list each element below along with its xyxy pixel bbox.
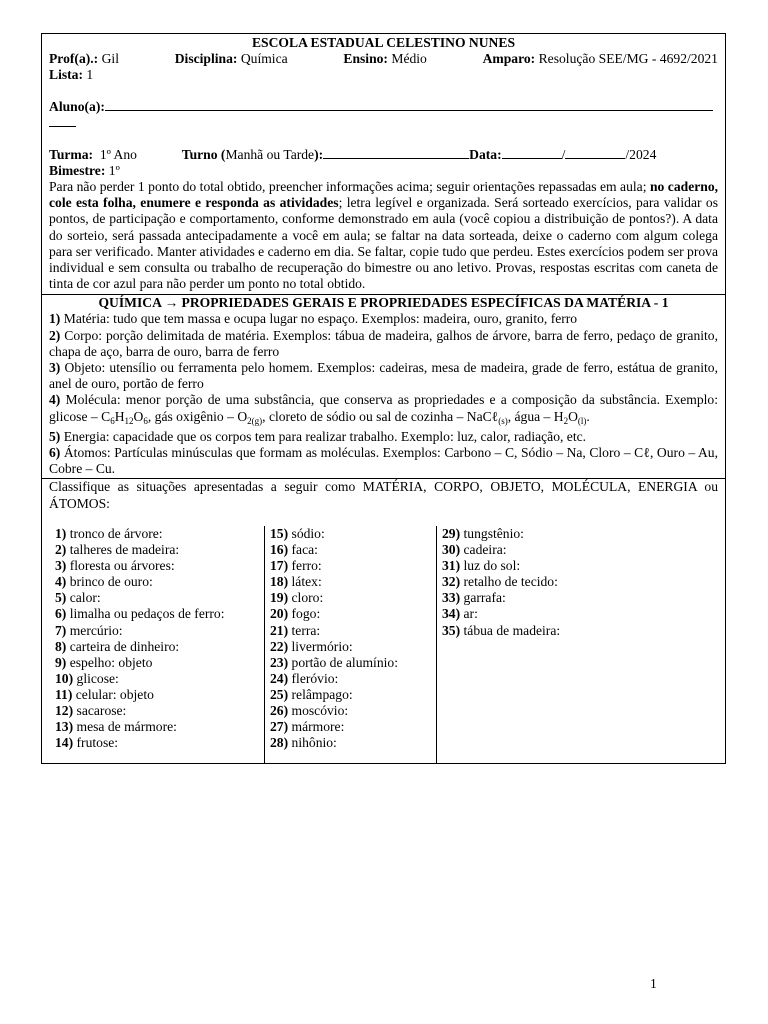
exercise-number: 22) (270, 638, 289, 654)
class-row: Turma: 1º Ano Turno (Manhã ou Tarde): Data: / /2024 (49, 147, 657, 162)
exercise-text: mercúrio: (66, 622, 123, 638)
exercise-number: 15) (270, 526, 289, 541)
exercise-item (270, 719, 435, 735)
exercise-text: garrafa: (460, 590, 506, 606)
shift-blank[interactable] (323, 147, 469, 159)
exercise-text: celular: objeto (72, 686, 154, 702)
exercise-number: 21) (270, 622, 289, 638)
exercise-item (442, 623, 712, 639)
exercise-text: fogo: (288, 606, 321, 622)
definition-item: 3) Objeto: utensílio ou ferramenta pelo homem. Exemplos: cadeiras, mesa de madeira, grade de ferro, estátua de granito, anel de ouro, portão de ferro (49, 360, 719, 392)
spacer (49, 83, 718, 99)
exercise-item (55, 735, 260, 751)
teacher-field: Prof(a).: Gil (49, 51, 119, 66)
exercise-text: mármore: (288, 719, 345, 735)
exercise-item (442, 526, 712, 542)
header-info-row (49, 51, 718, 67)
definition-item: 4) Molécula: menor porção de uma substância, que conserva as propriedades e a composição da substância. Exemplo: glicose – $C_6H_{12}O_6$, gás oxigênio – $O_{2(g)}$, cloreto de sódio ou sal de cozinha – NaCℓ$_{(s)}$, água – $H_2O_{(l)}$. (49, 392, 718, 426)
exercise-number: 23) (270, 654, 289, 670)
exercise-number: 1) (55, 526, 67, 541)
exercise-number: 17) (270, 558, 289, 574)
exercise-text: luz do sol: (460, 558, 521, 574)
exercise-text: sódio: (288, 526, 325, 541)
date-month-blank[interactable] (565, 147, 625, 159)
exercise-item (270, 542, 435, 558)
exercise-item (270, 623, 435, 639)
exercise-text: talheres de madeira: (66, 542, 180, 558)
exercise-number: 34) (442, 606, 461, 622)
exercise-item (55, 542, 260, 558)
exercise-item (55, 590, 260, 606)
exercise-item (270, 735, 435, 751)
exercise-text: frutose: (73, 735, 119, 751)
exercise-item (55, 623, 260, 639)
exercise-text: moscóvio: (288, 703, 349, 719)
exercise-number: 30) (442, 542, 461, 558)
level-field: Ensino: Médio (343, 51, 427, 66)
exercise-item (270, 703, 435, 719)
exercise-number: 5) (55, 590, 67, 606)
exercise-number: 24) (270, 670, 289, 686)
exercise-number: 7) (55, 622, 67, 638)
exercise-column-3 (442, 526, 712, 762)
glucose-formula: $C_6H_{12}O_6$ (101, 408, 148, 426)
exercise-item (270, 526, 435, 542)
exercise-text: tábua de madeira: (460, 622, 561, 638)
column-divider (436, 526, 437, 764)
exercise-item (55, 687, 260, 703)
exercise-item (55, 703, 260, 719)
exercise-text: relâmpago: (288, 686, 353, 702)
exercise-item (270, 590, 435, 606)
page-number: 1 (650, 976, 657, 991)
exercise-number: 27) (270, 719, 289, 735)
exercise-item (55, 574, 260, 590)
exercise-text: nihônio: (288, 735, 337, 751)
student-field-continuation[interactable] (49, 115, 718, 131)
exercise-number: 2) (55, 542, 67, 558)
definition-item: 1) Matéria: tudo que tem massa e ocupa lugar no espaço. Exemplos: madeira, ouro, granito, ferro (49, 311, 578, 327)
exercise-column-1 (55, 526, 260, 762)
exercise-item (442, 590, 712, 606)
exercise-text: cadeira: (460, 542, 507, 558)
exercise-number: 32) (442, 574, 461, 590)
exercise-list (270, 526, 435, 751)
date-day-blank[interactable] (502, 147, 562, 159)
exercise-number: 14) (55, 735, 74, 751)
exercise-number: 31) (442, 558, 461, 574)
exercise-text: tronco de árvore: (66, 526, 163, 541)
exercise-text: látex: (288, 574, 322, 590)
exercise-number: 3) (55, 558, 67, 574)
exercise-item (442, 574, 712, 590)
exercise-item (442, 606, 712, 622)
worksheet-header (42, 34, 725, 292)
spacer (49, 131, 718, 147)
exercise-number: 26) (270, 703, 289, 719)
list-field: Lista: 1 (49, 67, 94, 82)
exercise-number: 35) (442, 622, 461, 638)
exercise-text: tungstênio: (460, 526, 524, 541)
exercise-text: livermório: (288, 638, 353, 654)
exercise-columns (42, 526, 725, 762)
student-name-blank-2[interactable] (49, 115, 76, 127)
exercise-column-2 (270, 526, 435, 762)
legal-basis-field: Amparo: Resolução SEE/MG - 4692/2021 (482, 51, 718, 66)
exercise-text: retalho de tecido: (460, 574, 558, 590)
exercise-text: portão de alumínio: (288, 654, 398, 670)
column-divider (264, 526, 265, 764)
exercise-text: terra: (288, 622, 321, 638)
exercise-text: fleróvio: (288, 670, 339, 686)
worksheet-frame (41, 33, 726, 764)
exercise-list (55, 526, 260, 751)
term-field: Bimestre: 1º (49, 163, 120, 178)
exercise-item (55, 719, 260, 735)
instructions-paragraph: Para não perder 1 ponto do total obtido, preencher informações acima; seguir orientações repassadas em aula; no caderno, cole esta folha, enumere e responda as atividades; letra legível e organizada. Será sorteado exercícios, para validar os pontos, de participação e comportamento, conforme demonstrado em aula (você copiou a distribuição de pontos?). A data do sorteio, será passada antecipadamente a você em aula; se faltar na data sorteada, deixe o caderno com algum colega para ser verificado. Manter atividades e caderno em dia. Se faltar, copie tudo que perdeu. Estes exercícios podem ser prova individual e sem consulta ou trabalho de recuperação do bimestre ou ano letivo. Provas, respostas escritas com caneta de tinta de cor azul para não perder um ponto no total obtido. (49, 179, 719, 292)
exercise-text: mesa de mármore: (73, 719, 177, 735)
exercise-number: 25) (270, 686, 289, 702)
exercise-text: calor: (66, 590, 101, 606)
exercise-item (55, 655, 260, 671)
exercise-text: ar: (460, 606, 478, 622)
exercise-number: 12) (55, 703, 74, 719)
exercise-text: brinco de ouro: (66, 574, 153, 590)
exercise-text: sacarose: (73, 703, 127, 719)
subject-field: Disciplina: Química (174, 51, 288, 66)
exercise-item (55, 606, 260, 622)
exercise-number: 33) (442, 590, 461, 606)
definition-item: 2) Corpo: porção delimitada de matéria. Exemplos: tábua de madeira, galhos de árvore, barra de ferro, pedaço de granito, chapa de aço, barra de ouro, barra de ferro (49, 327, 718, 359)
exercise-item (55, 671, 260, 687)
exercise-number: 11) (55, 686, 73, 702)
exercise-item (55, 558, 260, 574)
exercise-text: ferro: (288, 558, 322, 574)
exercise-number: 28) (270, 735, 289, 751)
exercise-number: 10) (55, 670, 74, 686)
exercise-number: 16) (270, 542, 289, 558)
student-field[interactable]: Aluno(a): (49, 99, 718, 115)
definition-item: 5) Energia: capacidade que os corpos tem para realizar trabalho. Exemplo: luz, calor, radiação, etc. (49, 428, 587, 444)
exercise-number: 20) (270, 606, 289, 622)
exercise-item (270, 687, 435, 703)
exercise-text: carteira de dinheiro: (66, 638, 180, 654)
exercise-number: 4) (55, 574, 67, 590)
exercise-text: espelho: objeto (66, 654, 153, 670)
exercise-item (270, 655, 435, 671)
exercise-number: 6) (55, 606, 67, 622)
exercise-list (442, 526, 712, 639)
definition-item: 6) Átomos: Partículas minúsculas que formam as moléculas. Exemplos: Carbono – C, Sódio – Na, Cloro – Cℓ, Ouro – Au, Cobre – Cu. (49, 445, 718, 477)
exercise-item (270, 606, 435, 622)
exercise-item (270, 639, 435, 655)
exercise-item (55, 526, 260, 542)
exercise-text: limalha ou pedaços de ferro: (66, 606, 225, 622)
exercise-text: glicose: (73, 670, 119, 686)
exercise-text: faca: (288, 542, 318, 558)
exercise-item (55, 639, 260, 655)
exercise-number: 29) (442, 526, 461, 541)
exercise-item (270, 558, 435, 574)
student-name-blank[interactable] (105, 99, 713, 111)
exercise-number: 8) (55, 638, 67, 654)
school-name: ESCOLA ESTADUAL CELESTINO NUNES (251, 35, 516, 50)
exercise-item (270, 671, 435, 687)
exercise-number: 9) (55, 654, 67, 670)
exercise-number: 19) (270, 590, 289, 606)
exercise-text: cloro: (288, 590, 324, 606)
exercise-item (270, 574, 435, 590)
exercise-number: 13) (55, 719, 74, 735)
exercise-number: 18) (270, 574, 289, 590)
exercise-text: floresta ou árvores: (66, 558, 175, 574)
exercise-item (442, 542, 712, 558)
exercise-instruction: Classifique as situações apresentadas a seguir como MATÉRIA, CORPO, OBJETO, MOLÉCULA, ENERGIA ou ÁTOMOS: (49, 479, 718, 511)
exercise-item (442, 558, 712, 574)
section-title: QUÍMICA → PROPRIEDADES GERAIS E PROPRIEDADES ESPECÍFICAS DA MATÉRIA - 1 (98, 295, 669, 311)
definitions-list (49, 311, 718, 477)
